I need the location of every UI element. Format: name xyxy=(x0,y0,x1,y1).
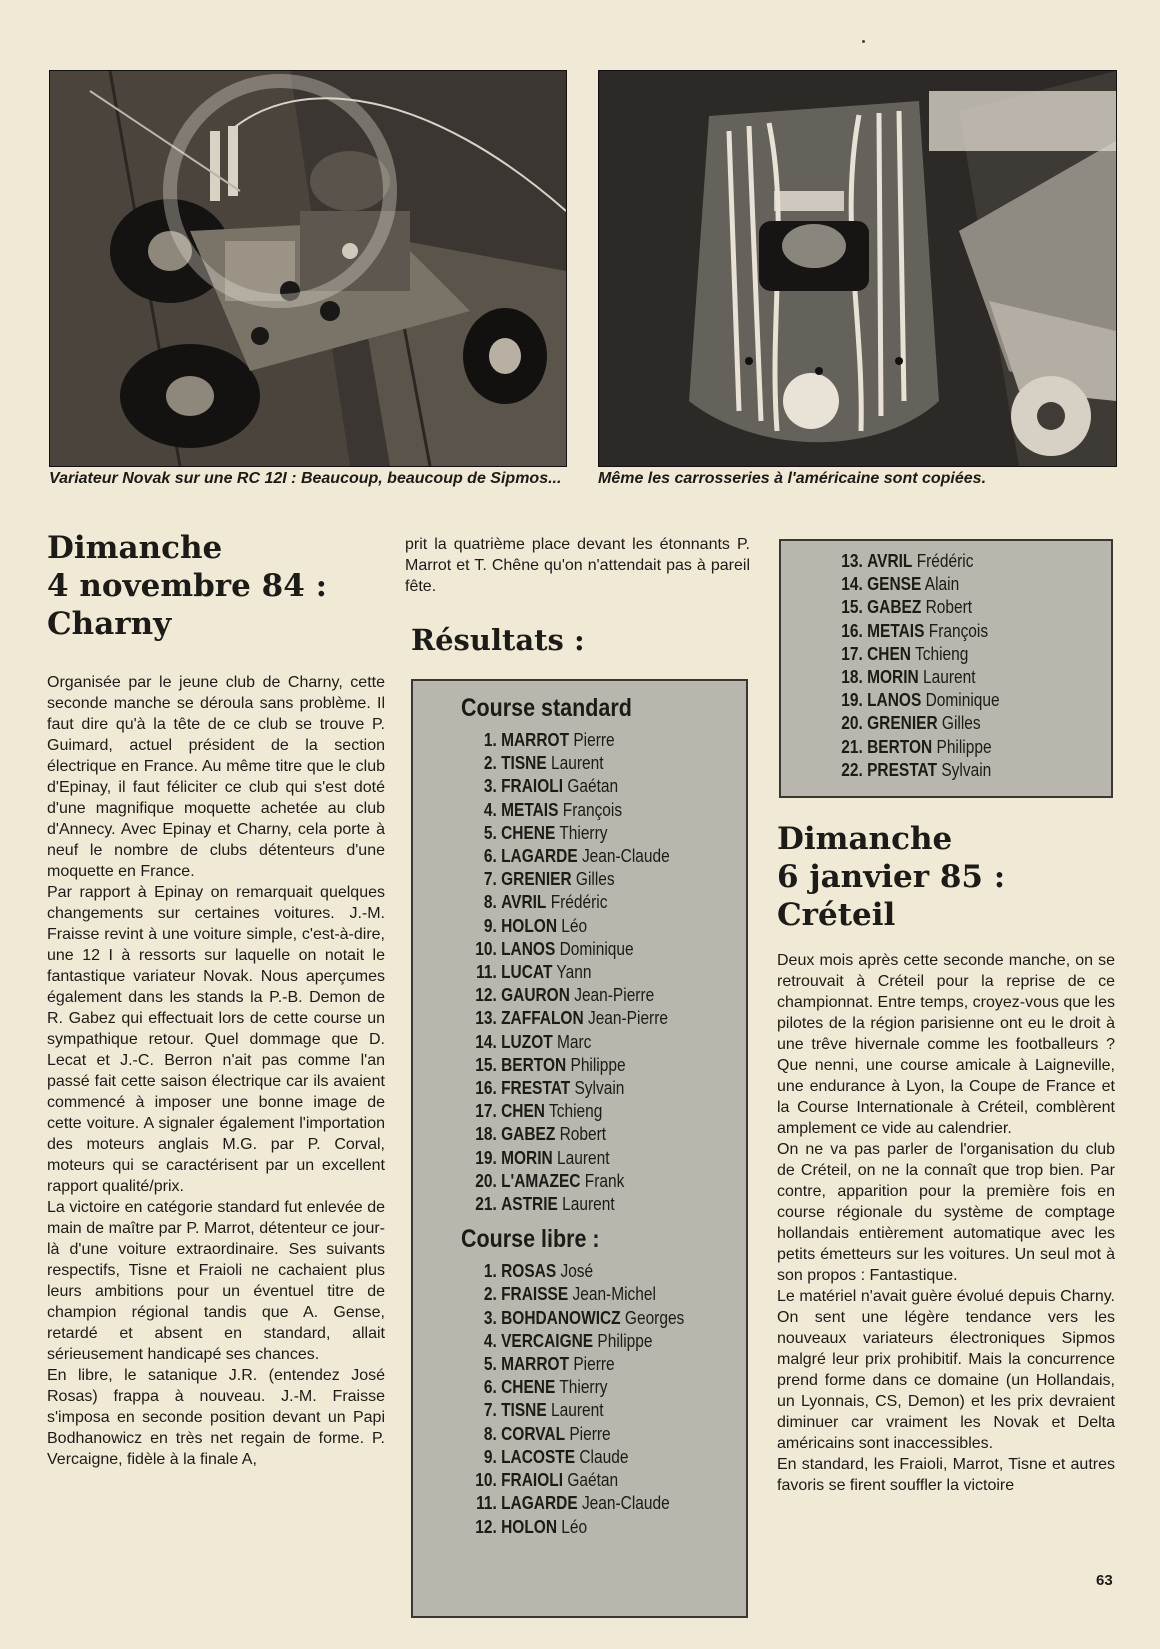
result-entry xyxy=(471,1170,708,1193)
heading-line: 4 novembre 84 : xyxy=(47,568,328,604)
result-entry xyxy=(471,1399,708,1422)
result-last-name: AVRIL xyxy=(867,551,913,571)
result-rank: 5. xyxy=(483,1354,497,1375)
result-entry xyxy=(471,729,708,752)
heading-line: Créteil xyxy=(777,897,896,933)
result-first-name: Jean-Pierre xyxy=(583,1008,668,1029)
result-last-name: LANOS xyxy=(501,938,556,959)
result-first-name: Laurent xyxy=(918,667,976,688)
result-last-name: LACOSTE xyxy=(501,1446,576,1467)
result-entry xyxy=(471,1446,708,1469)
results-box xyxy=(411,679,748,1618)
result-last-name: LAGARDE xyxy=(501,1493,578,1514)
result-rank: 14. xyxy=(841,574,863,595)
result-rank: 15. xyxy=(475,1054,497,1075)
result-entry xyxy=(471,1054,708,1077)
result-rank: 20. xyxy=(475,1170,497,1191)
result-first-name: Philippe xyxy=(932,736,992,757)
paragraph: Par rapport à Epinay on remarquait quelques changements sur certaines voitures. J.-M. Fraisse revint à une voiture simple, c'est-à-dire, une 12 I à ressorts sur laquelle on notait le fantastique variateur Novak. Nous aperçumes également dans les stands la P.-B. Demon de R. Gabez qui effectuait lors de cette course un sympathique retour. Quel dommage que D. Lecat et J.-C. Berron n'ait pas comme l'an passé fait cette saison électrique car ils avaient commencé à imposer une bonne image de cette voiture. A signaler également l'importation des moteurs anglais M.G. par P. Corval, moteurs qui se caractérisent par un excellent rapport qualité/prix. xyxy=(47,884,385,1195)
result-first-name: Gaétan xyxy=(563,776,619,797)
result-last-name: GENSE xyxy=(867,574,922,595)
heading-line: Charny xyxy=(47,606,172,642)
result-first-name: Laurent xyxy=(546,1400,604,1421)
paragraph: La victoire en catégorie standard fut enlevée de main de maître par P. Marrot, détenteur ce jour-là d'une voiture extraordinaire. Ses suivants respectifs, Tisne et Fraioli ne cachaient plus leurs ambitions pour un éventuel titre de champion régional tandis que A. Gense, retardé et absent en standard, allait sérieusement handicapé ses chances. xyxy=(47,1199,385,1363)
result-rank: 16. xyxy=(841,620,863,641)
result-entry xyxy=(471,1469,708,1492)
result-rank: 2. xyxy=(483,1284,497,1305)
result-first-name: Laurent xyxy=(552,1147,610,1168)
result-last-name: L'AMAZEC xyxy=(501,1170,581,1191)
result-entry xyxy=(471,1123,708,1146)
result-first-name: Jean-Pierre xyxy=(569,985,655,1006)
result-rank: 3. xyxy=(483,1307,497,1328)
result-first-name: Frédéric xyxy=(912,551,974,571)
results-libre-list xyxy=(471,1260,746,1538)
result-first-name: Gilles xyxy=(571,869,615,890)
result-last-name: GRENIER xyxy=(867,713,938,734)
bodywork-photo-illustration xyxy=(599,71,1116,466)
result-first-name: Jean-Claude xyxy=(577,1493,670,1514)
result-last-name: FRESTAT xyxy=(501,1078,571,1099)
result-first-name: Dominique xyxy=(555,938,634,959)
result-first-name: Laurent xyxy=(546,753,604,774)
result-entry xyxy=(471,822,708,845)
result-entry xyxy=(471,1031,708,1054)
chassis-photo-illustration xyxy=(50,71,566,466)
result-rank: 11. xyxy=(476,962,497,983)
result-rank: 14. xyxy=(475,1031,497,1052)
result-entry xyxy=(837,620,1073,643)
result-last-name: GAURON xyxy=(501,985,570,1006)
result-first-name: Philippe xyxy=(593,1330,653,1351)
result-last-name: CHENE xyxy=(501,822,556,843)
result-last-name: METAIS xyxy=(501,799,559,820)
result-rank: 18. xyxy=(841,667,863,688)
paragraph: En libre, le satanique J.R. (entendez José Rosas) frappa à nouveau. J.-M. Fraisse s'imposa en seconde position devant un Papi Bodhanowicz en très net regain de forme. P. Vercaigne, fidèle à la finale A, xyxy=(47,1367,385,1468)
article-heading-charny xyxy=(47,529,377,643)
result-entry xyxy=(471,1353,708,1376)
article-column-1 xyxy=(47,672,385,1470)
result-entry xyxy=(837,736,1073,759)
result-rank: 5. xyxy=(483,822,497,843)
result-last-name: TISNE xyxy=(501,753,547,774)
result-first-name: Yann xyxy=(552,962,592,983)
article-column-3 xyxy=(777,950,1115,1496)
result-entry xyxy=(471,1100,708,1123)
result-entry xyxy=(471,1077,708,1100)
result-first-name: Robert xyxy=(921,597,973,618)
result-last-name: CORVAL xyxy=(501,1423,566,1444)
result-last-name: TISNE xyxy=(501,1400,547,1421)
result-rank: 7. xyxy=(483,1400,497,1421)
heading-line: Dimanche xyxy=(47,530,223,566)
result-rank: 21. xyxy=(475,1194,497,1215)
result-last-name: GRENIER xyxy=(501,869,572,890)
result-entry xyxy=(471,1283,708,1306)
result-last-name: HOLON xyxy=(501,915,557,936)
result-rank: 6. xyxy=(483,1377,497,1398)
results-libre-title: Course libre : xyxy=(461,1225,600,1254)
result-entry xyxy=(837,573,1073,596)
result-first-name: François xyxy=(558,799,623,820)
result-last-name: GABEZ xyxy=(501,1124,556,1145)
result-first-name: Thierry xyxy=(555,1377,608,1398)
paragraph: prit la quatrième place devant les étonnants P. Marrot et T. Chêne qu'on n'attendait pas à pareil fête. xyxy=(405,536,750,595)
result-first-name: Philippe xyxy=(566,1054,626,1075)
result-first-name: Tchieng xyxy=(544,1101,603,1122)
result-entry xyxy=(471,868,708,891)
result-first-name: Georges xyxy=(620,1307,685,1328)
result-last-name: ASTRIE xyxy=(501,1194,558,1215)
result-last-name: MARROT xyxy=(501,1354,570,1375)
result-entry xyxy=(471,1423,708,1446)
result-rank: 9. xyxy=(483,915,497,936)
result-first-name: Robert xyxy=(555,1124,607,1145)
photo-rc-car-chassis xyxy=(49,70,567,467)
photo-car-bodywork xyxy=(598,70,1117,467)
result-rank: 2. xyxy=(483,753,497,774)
result-entry xyxy=(837,643,1073,666)
result-first-name: Gaétan xyxy=(563,1470,619,1491)
result-entry xyxy=(471,1330,708,1353)
result-first-name: Léo xyxy=(557,1516,588,1537)
result-first-name: Marc xyxy=(552,1031,592,1052)
result-first-name: Léo xyxy=(557,915,588,936)
result-last-name: FRAIOLI xyxy=(501,776,564,797)
result-last-name: LAGARDE xyxy=(501,846,578,867)
result-entry xyxy=(471,1193,708,1216)
paragraph: Le matériel n'avait guère évolué depuis Charny. On sent une légère tendance vers les nouveaux variateurs électroniques Sipmos malgré leur prix prohibitif. Mais la concurrence prend forme dans ce domaine (un Hollandais, un Lyonnais, CS, Demon) et les prix devraient diminuer car vraiment les Novak et Delta américains sont inaccessibles. xyxy=(777,1288,1115,1452)
result-last-name: ZAFFALON xyxy=(501,1008,584,1029)
result-entry xyxy=(471,752,708,775)
result-entry xyxy=(837,759,1073,782)
result-rank: 13. xyxy=(841,551,863,571)
result-rank: 18. xyxy=(475,1124,497,1145)
result-rank: 20. xyxy=(841,713,863,734)
result-entry xyxy=(471,984,708,1007)
result-first-name: Gilles xyxy=(937,713,981,734)
result-first-name: José xyxy=(556,1261,594,1282)
result-last-name: MORIN xyxy=(867,667,919,688)
result-rank: 9. xyxy=(483,1446,497,1467)
result-last-name: GABEZ xyxy=(867,597,922,618)
result-entry xyxy=(471,915,708,938)
result-entry xyxy=(837,596,1073,619)
result-entry xyxy=(471,938,708,961)
result-first-name: Pierre xyxy=(569,1354,615,1375)
print-speck xyxy=(862,40,865,43)
result-rank: 15. xyxy=(841,597,863,618)
result-last-name: FRAIOLI xyxy=(501,1470,564,1491)
result-rank: 21. xyxy=(841,736,863,757)
result-last-name: VERCAIGNE xyxy=(501,1330,594,1351)
result-rank: 4. xyxy=(483,799,497,820)
result-entry xyxy=(471,1007,708,1030)
result-rank: 19. xyxy=(841,690,863,711)
result-entry xyxy=(471,1147,708,1170)
result-entry xyxy=(471,1376,708,1399)
result-entry xyxy=(471,961,708,984)
result-first-name: Alain xyxy=(921,574,960,595)
result-rank: 13. xyxy=(475,1008,497,1029)
result-rank: 17. xyxy=(841,643,863,664)
result-first-name: Tchieng xyxy=(910,643,969,664)
result-entry xyxy=(837,550,1073,573)
result-last-name: ROSAS xyxy=(501,1261,557,1282)
result-entry xyxy=(471,1492,708,1515)
result-entry xyxy=(837,689,1073,712)
result-last-name: LUCAT xyxy=(501,962,553,983)
result-last-name: CHEN xyxy=(867,643,911,664)
result-last-name: FRAISSE xyxy=(501,1284,569,1305)
results-standard-list xyxy=(471,729,746,1216)
results-standard-title: Course standard xyxy=(461,694,632,722)
result-rank: 1. xyxy=(483,730,497,750)
result-first-name: Dominique xyxy=(921,690,1000,711)
heading-line: 6 janvier 85 : xyxy=(777,859,1006,895)
result-first-name: Thierry xyxy=(555,822,608,843)
result-entry xyxy=(471,845,708,868)
results-box-continued xyxy=(779,539,1113,798)
result-last-name: METAIS xyxy=(867,620,925,641)
result-last-name: BERTON xyxy=(501,1054,567,1075)
results-libre-list-continued xyxy=(837,550,1111,782)
result-rank: 6. xyxy=(483,846,497,867)
photo-caption-left: Variateur Novak sur une RC 12I : Beaucoup, beaucoup de Sipmos... xyxy=(49,470,562,487)
paragraph: Organisée par le jeune club de Charny, cette seconde manche se déroula sans problème. Il faut dire qu'à la tête de ce club se trouve P. Guimard, actuel président de la section électrique en France. Au même titre que le club d'Epinay, il faut féliciter ce club qui s'est doté d'une magnifique moquette achetée au club d'Annecy. Avec Epinay et Charny, cela porte à neuf le nombre de clubs détenteurs d'une moquette en France. xyxy=(47,674,385,880)
result-last-name: AVRIL xyxy=(501,892,547,913)
result-last-name: LANOS xyxy=(867,690,922,711)
result-first-name: Laurent xyxy=(557,1194,615,1215)
result-rank: 10. xyxy=(475,1470,497,1491)
result-rank: 19. xyxy=(475,1147,497,1168)
result-first-name: Jean-Michel xyxy=(568,1284,656,1305)
result-last-name: MORIN xyxy=(501,1147,553,1168)
result-rank: 17. xyxy=(475,1101,497,1122)
result-rank: 4. xyxy=(483,1330,497,1351)
result-entry xyxy=(471,1516,708,1539)
result-entry xyxy=(837,666,1073,689)
result-entry xyxy=(471,799,708,822)
result-last-name: MARROT xyxy=(501,730,570,750)
result-rank: 8. xyxy=(483,1423,497,1444)
result-rank: 11. xyxy=(476,1493,497,1514)
results-heading: Résultats : xyxy=(411,623,585,657)
result-first-name: Pierre xyxy=(565,1423,611,1444)
result-last-name: BOHDANOWICZ xyxy=(501,1307,621,1328)
result-entry xyxy=(471,1260,708,1283)
result-rank: 10. xyxy=(475,938,497,959)
photo-caption-right: Même les carrosseries à l'américaine sont copiées. xyxy=(598,470,987,487)
result-last-name: LUZOT xyxy=(501,1031,553,1052)
result-first-name: Frank xyxy=(580,1170,625,1191)
heading-line: Dimanche xyxy=(777,821,953,857)
result-last-name: BERTON xyxy=(867,736,933,757)
result-last-name: CHENE xyxy=(501,1377,556,1398)
result-first-name: François xyxy=(924,620,989,641)
result-first-name: Pierre xyxy=(569,730,615,750)
result-last-name: HOLON xyxy=(501,1516,557,1537)
result-first-name: Sylvain xyxy=(570,1078,625,1099)
result-rank: 1. xyxy=(483,1261,497,1282)
result-first-name: Claude xyxy=(575,1446,629,1467)
paragraph: En standard, les Fraioli, Marrot, Tisne et autres favoris se firent souffler la victoire xyxy=(777,1456,1115,1494)
result-last-name: CHEN xyxy=(501,1101,545,1122)
result-rank: 16. xyxy=(475,1078,497,1099)
paragraph: Deux mois après cette seconde manche, on se retrouvait à Créteil pour la reprise de ce championnat. Entre temps, croyez-vous que les pilotes de la région parisienne ont eu le droit à une trêve hivernale comme les footballeurs ? Que nenni, une course amicale à Laigneville, une endurance à Lyon, la Coupe de France et la Course Internationale à Créteil, comblèrent amplement ce vide au calendrier. xyxy=(777,952,1115,1137)
article-heading-creteil xyxy=(777,820,1107,934)
paragraph: On ne va pas parler de l'organisation du club de Créteil, on ne la connaît que trop bien. Par contre, apparition pour la première fois en course régionale du système de comptage hollandais entièrement automatique avec les petits émetteurs sur les voitures. Un seul mot à son propos : Fantastique. xyxy=(777,1141,1115,1284)
result-first-name: Jean-Claude xyxy=(577,846,670,867)
result-rank: 7. xyxy=(483,869,497,890)
result-entry xyxy=(837,712,1073,735)
result-entry xyxy=(471,1307,708,1330)
result-rank: 12. xyxy=(475,1516,497,1537)
result-entry xyxy=(471,775,708,798)
article-column-2 xyxy=(405,534,750,597)
result-rank: 8. xyxy=(483,892,497,913)
result-entry xyxy=(471,891,708,914)
result-first-name: Frédéric xyxy=(546,892,608,913)
result-rank: 12. xyxy=(475,985,497,1006)
result-rank: 3. xyxy=(483,776,497,797)
result-rank: 22. xyxy=(841,759,863,780)
result-first-name: Sylvain xyxy=(937,759,992,780)
page-number: 63 xyxy=(1096,1572,1113,1589)
result-last-name: PRESTAT xyxy=(867,759,938,780)
